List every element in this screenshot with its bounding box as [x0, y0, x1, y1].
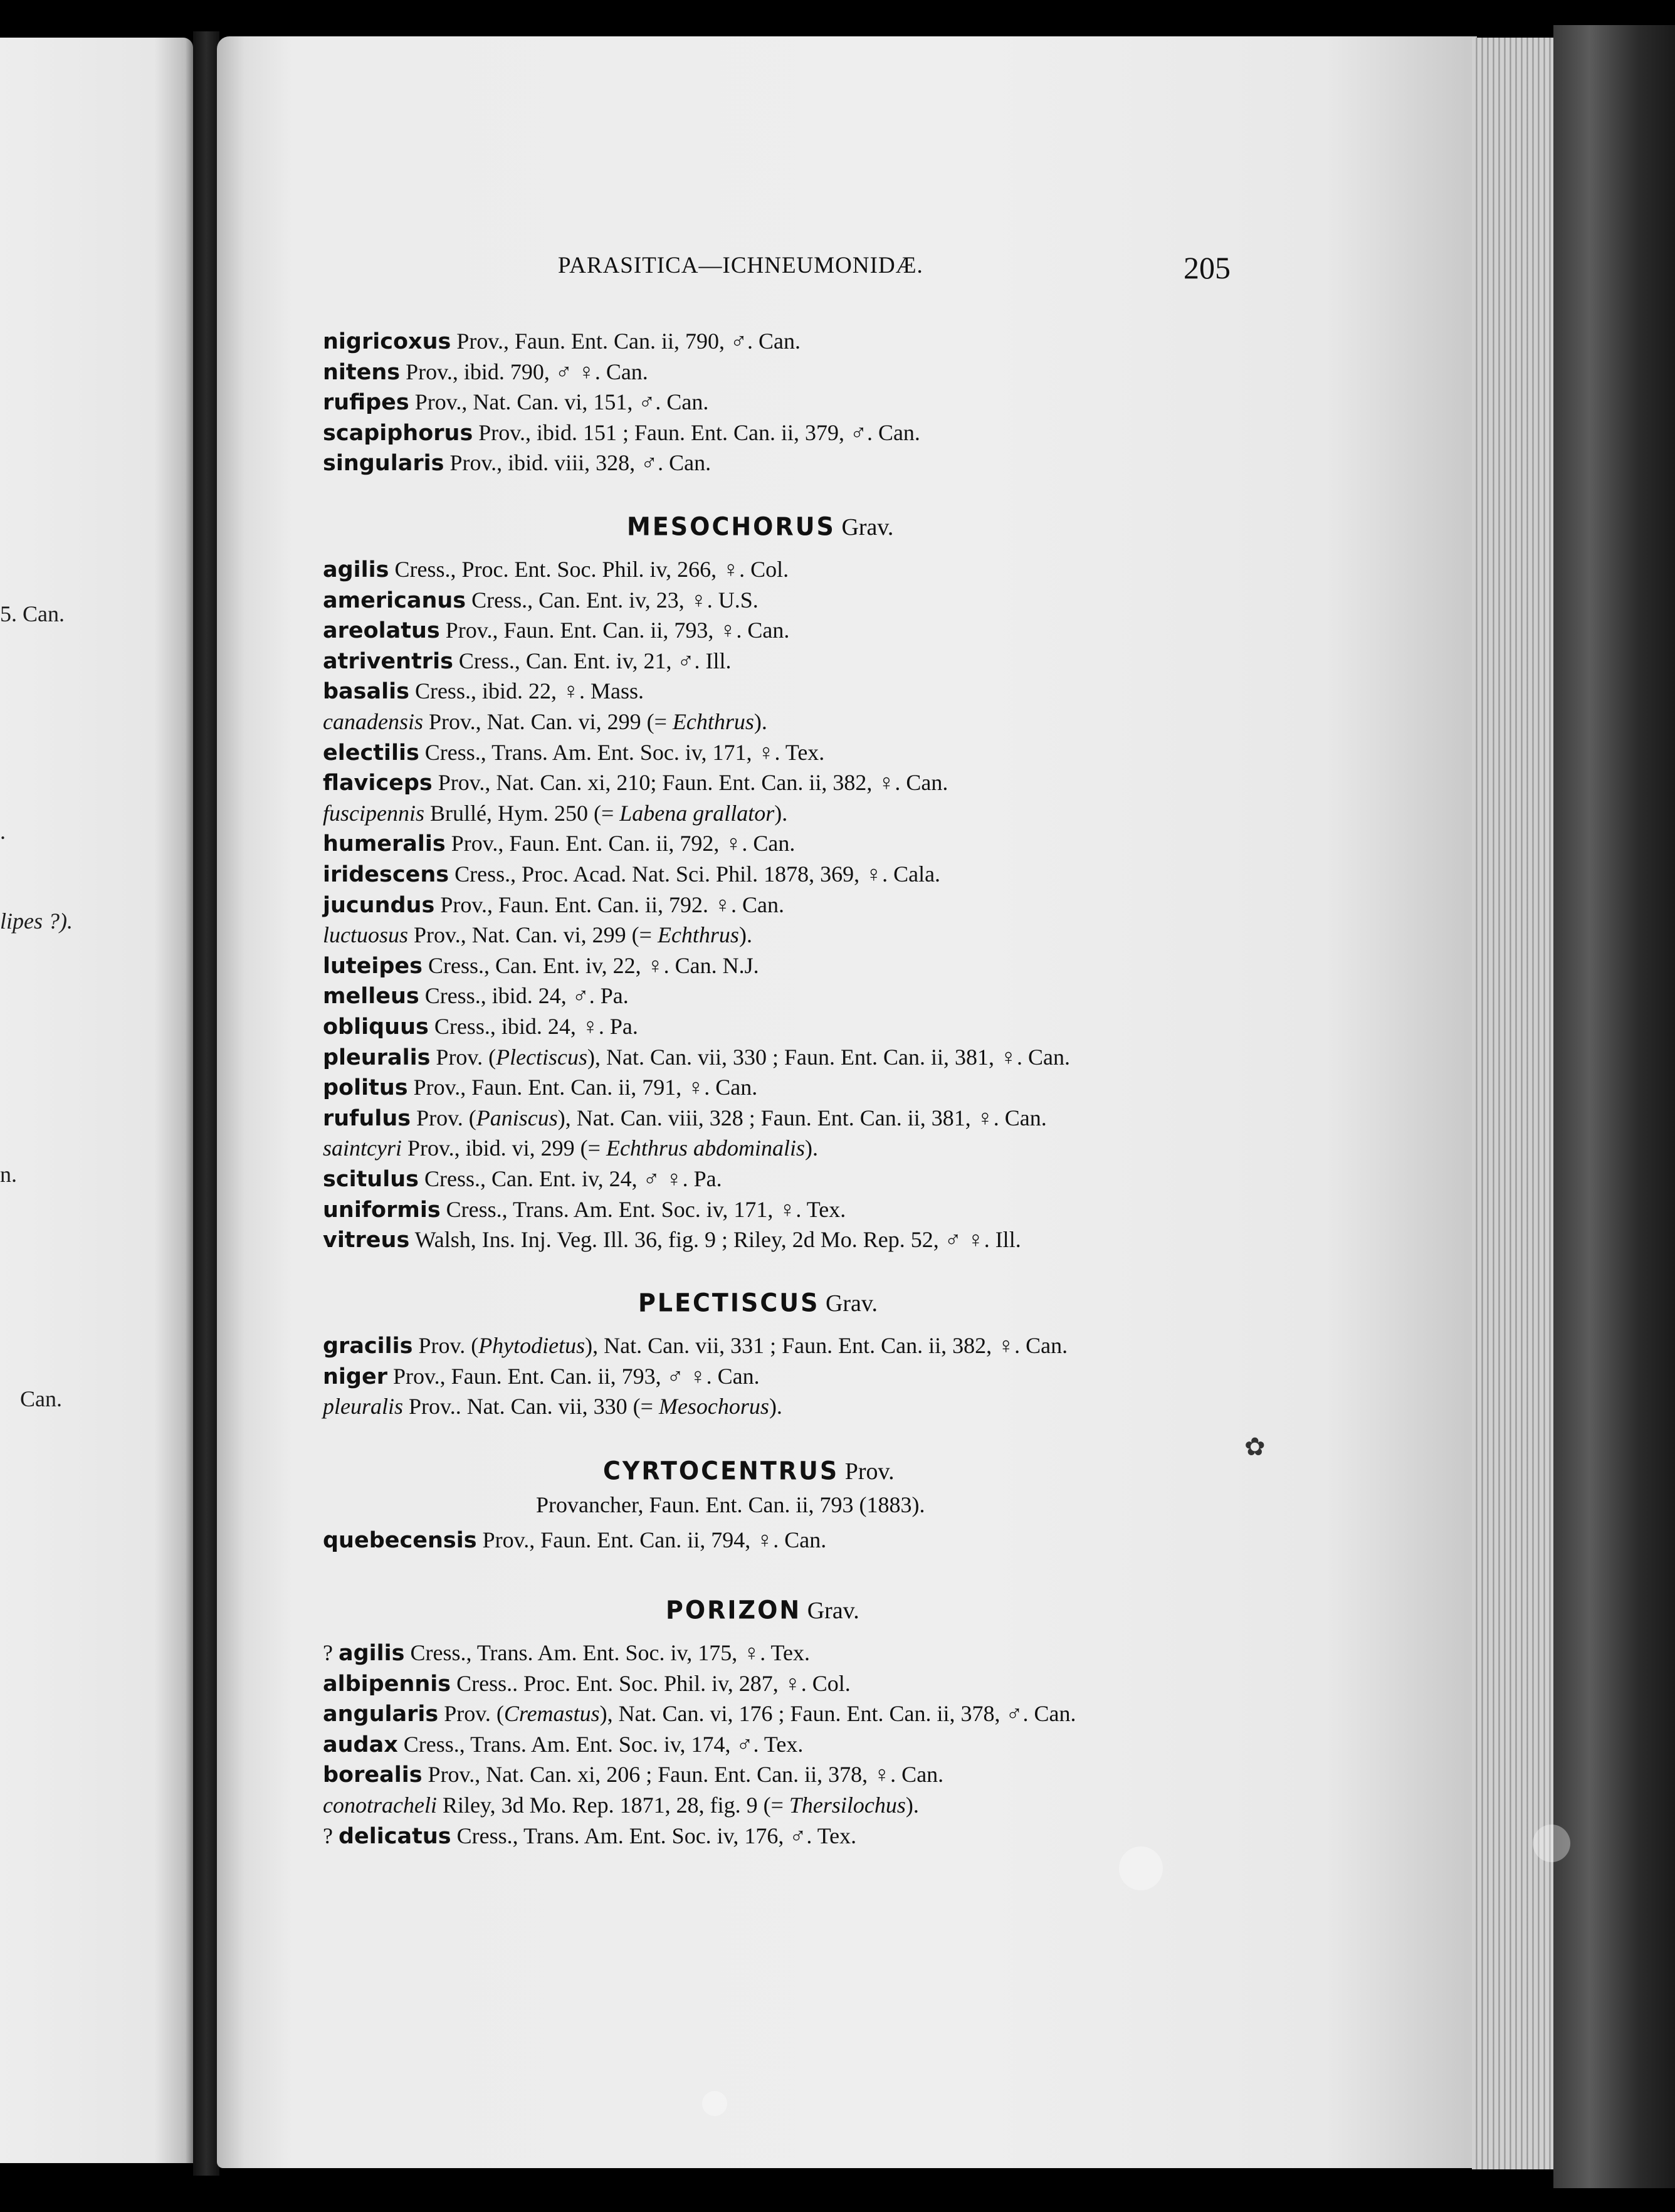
species-entry: [323, 647, 732, 675]
citation: Prov., ibid. vi, 299 (=: [401, 1135, 606, 1161]
species-entry: [323, 1226, 1021, 1254]
citation: Prov., Faun. Ent. Can. ii, 791, ♀. Can.: [407, 1075, 758, 1100]
synonym-name: pleuralis: [323, 1394, 404, 1419]
species-name: nitens: [323, 359, 401, 385]
referenced-taxon: Echthrus: [672, 709, 754, 734]
light-spot: [702, 2091, 727, 2116]
species-entry: [323, 1043, 1070, 1072]
species-name: americanus: [323, 587, 466, 613]
citation: Cress., Trans. Am. Ent. Soc. iv, 174, ♂. Tex.: [397, 1731, 804, 1757]
species-entry: [323, 388, 708, 416]
left-page-fragment: 5. Can.: [0, 601, 65, 626]
citation-tail: ).: [804, 1135, 818, 1161]
citation: Cress., Proc. Acad. Nat. Sci. Phil. 1878, 369, ♀. Cala.: [449, 861, 941, 887]
citation: Prov., Nat. Can. xi, 210; Faun. Ent. Can. ii, 382, ♀. Can.: [432, 770, 948, 796]
species-name: melleus: [323, 984, 419, 1009]
citation-tail: ).: [905, 1793, 919, 1818]
citation: Prov., Faun. Ent. Can. ii, 790, ♂. Can.: [451, 329, 801, 354]
left-facing-page: [0, 38, 193, 2163]
citation: Prov. (: [411, 1105, 476, 1130]
citation: Prov., Nat. Can. vi, 299 (=: [408, 922, 658, 948]
citation-tail: ), Nat. Can. vi, 176 ; Faun. Ent. Can. ii, 378, ♂. Can.: [599, 1701, 1076, 1727]
species-entry: [323, 982, 629, 1010]
species-entry: [323, 1013, 638, 1041]
species-name: politus: [323, 1075, 408, 1101]
species-name: iridescens: [323, 862, 449, 887]
citation: Prov. (: [430, 1044, 496, 1070]
species-entry: [323, 952, 759, 980]
species-name: jucundus: [323, 892, 435, 918]
species-entry: [323, 419, 920, 447]
referenced-taxon: Plectiscus: [496, 1044, 588, 1070]
species-entry: [323, 799, 787, 827]
species-entry: [323, 556, 789, 584]
book-cover: [1553, 25, 1675, 2188]
citation-tail: ).: [769, 1394, 782, 1419]
referenced-taxon: Echthrus abdominalis: [606, 1135, 805, 1161]
citation: Prov., Faun. Ent. Can. ii, 792. ♀. Can.: [434, 892, 784, 917]
citation: Prov., Faun. Ent. Can. ii, 793, ♀. Can.: [439, 618, 790, 643]
species-entry: [323, 1393, 782, 1420]
species-entry: [323, 1700, 1076, 1728]
citation: Prov., ibid. viii, 328, ♂. Can.: [444, 450, 711, 476]
species-name: agilis: [338, 1641, 405, 1666]
genus-heading: [627, 513, 893, 541]
query-mark: ?: [323, 1640, 339, 1665]
species-entry: [323, 358, 648, 386]
species-entry: [323, 1670, 851, 1698]
query-mark: ?: [323, 1823, 339, 1848]
species-entry: [323, 1362, 760, 1391]
citation: Walsh, Ins. Inj. Veg. Ill. 36, fig. 9 ; Riley, 2d Mo. Rep. 52, ♂ ♀. Ill.: [409, 1227, 1021, 1253]
left-page-fragment: Can.: [20, 1386, 62, 1411]
species-entry: [323, 1134, 818, 1162]
species-entry: [323, 449, 711, 477]
genus-name: MESOCHORUS: [627, 512, 836, 542]
citation: Prov., Nat. Can. vi, 299 (=: [423, 709, 673, 734]
citation-tail: ), Nat. Can. vii, 330 ; Faun. Ent. Can. ii, 381, ♀. Can.: [587, 1044, 1070, 1070]
species-name: delicatus: [338, 1823, 451, 1849]
citation: Cress., ibid. 22, ♀. Mass.: [409, 678, 644, 704]
referenced-taxon: Cremastus: [503, 1701, 600, 1727]
species-name: audax: [323, 1732, 398, 1757]
species-name: electilis: [323, 740, 419, 766]
citation: Cress., Trans. Am. Ent. Soc. iv, 171, ♀. Tex.: [419, 739, 825, 765]
citation: Brullé, Hym. 250 (=: [424, 800, 620, 826]
species-name: albipennis: [323, 1671, 451, 1697]
synonym-name: luctuosus: [323, 922, 409, 948]
species-entry: [323, 1526, 826, 1554]
citation: Prov., Faun. Ent. Can. ii, 793, ♂ ♀. Can.: [387, 1363, 760, 1389]
species-entry: [323, 1196, 846, 1224]
citation: Prov., Faun. Ent. Can. ii, 794, ♀. Can.: [476, 1527, 827, 1552]
citation: Prov., ibid. 790, ♂ ♀. Can.: [400, 359, 648, 384]
citation: Prov., Faun. Ent. Can. ii, 792, ♀. Can.: [445, 831, 795, 856]
citation: Cress., Can. Ent. iv, 24, ♂ ♀. Pa.: [418, 1166, 722, 1191]
referenced-taxon: Thersilochus: [789, 1793, 906, 1818]
species-entry: [323, 1730, 803, 1759]
citation: Cress., Trans. Am. Ent. Soc. iv, 171, ♀. Tex.: [440, 1196, 846, 1222]
species-name: vitreus: [323, 1228, 410, 1253]
species-name: areolatus: [323, 618, 440, 644]
referenced-taxon: Paniscus: [476, 1105, 558, 1130]
species-name: rufipes: [323, 390, 409, 416]
citation: Cress., Trans. Am. Ent. Soc. iv, 175, ♀. Tex.: [404, 1640, 811, 1665]
species-name: niger: [323, 1364, 387, 1389]
library-stamp-icon: ✿: [1244, 1433, 1266, 1462]
species-entry: [323, 1639, 810, 1667]
genus-heading: [666, 1596, 859, 1625]
citation: Prov., ibid. 151 ; Faun. Ent. Can. ii, 379, ♂. Can.: [473, 419, 920, 445]
species-name: borealis: [323, 1762, 423, 1788]
species-name: gracilis: [323, 1334, 413, 1359]
species-entry: [323, 616, 789, 645]
species-name: scitulus: [323, 1167, 419, 1192]
citation-tail: ).: [738, 922, 752, 948]
species-name: flaviceps: [323, 771, 433, 796]
genus-heading: [603, 1457, 895, 1485]
left-page-fragment: n.: [0, 1162, 17, 1187]
species-name: agilis: [323, 557, 389, 582]
referenced-taxon: Phytodietus: [478, 1333, 585, 1358]
synonym-name: fuscipennis: [323, 800, 424, 826]
citation: Prov. (: [412, 1333, 479, 1358]
citation: Prov.. Nat. Can. vii, 330 (=: [403, 1394, 659, 1419]
genus-name: PORIZON: [666, 1595, 802, 1625]
genus-name: PLECTISCUS: [638, 1288, 820, 1318]
left-page-fragment: lipes ?).: [0, 908, 73, 934]
light-spot: [1119, 1846, 1163, 1890]
species-name: singularis: [323, 451, 444, 477]
genus-name: CYRTOCENTRUS: [603, 1456, 839, 1486]
species-entry: [323, 860, 940, 888]
species-name: quebecensis: [323, 1528, 477, 1553]
citation-tail: ), Nat. Can. vii, 331 ; Faun. Ent. Can. ii, 382, ♀. Can.: [585, 1333, 1068, 1358]
species-entry: [323, 769, 948, 797]
book-gutter: [193, 31, 219, 2176]
citation: Cress., Proc. Ent. Soc. Phil. iv, 266, ♀. Col.: [389, 557, 789, 582]
citation: Cress., Trans. Am. Ent. Soc. iv, 176, ♂. Tex.: [451, 1823, 857, 1848]
species-entry: [323, 1332, 1068, 1360]
left-page-fragment: .: [0, 819, 6, 844]
citation: Prov., Nat. Can. vi, 151, ♂. Can.: [409, 389, 709, 415]
species-entry: [323, 327, 801, 356]
synonym-name: canadensis: [323, 709, 423, 734]
citation: Cress., Can. Ent. iv, 22, ♀. Can. N.J.: [423, 952, 759, 978]
genus-heading: [638, 1289, 878, 1317]
citation: Cress., ibid. 24, ♀. Pa.: [428, 1014, 638, 1039]
citation: Cress., ibid. 24, ♂. Pa.: [419, 983, 629, 1009]
genus-author: Prov.: [839, 1458, 895, 1485]
species-entry: [323, 891, 784, 919]
species-name: uniformis: [323, 1197, 441, 1223]
species-name: rufulus: [323, 1105, 411, 1131]
citation-tail: ).: [774, 800, 788, 826]
species-entry: [323, 1761, 943, 1789]
running-title: PARASITICA—ICHNEUMONIDÆ.: [558, 253, 923, 278]
citation-tail: ), Nat. Can. viii, 328 ; Faun. Ent. Can. ii, 381, ♀. Can.: [557, 1105, 1047, 1130]
citation: Cress.. Proc. Ent. Soc. Phil. iv, 287, ♀. Col.: [451, 1670, 851, 1696]
species-entry: [323, 1791, 919, 1819]
synonym-name: conotracheli: [323, 1793, 437, 1818]
species-entry: [323, 1822, 856, 1850]
species-name: scapiphorus: [323, 420, 473, 446]
species-entry: [323, 1165, 722, 1193]
referenced-taxon: Labena grallator: [619, 800, 775, 826]
referenced-taxon: Echthrus: [657, 922, 739, 948]
species-name: nigricoxus: [323, 329, 451, 354]
referenced-taxon: Mesochorus: [658, 1394, 769, 1419]
synonym-name: saintcyri: [323, 1135, 402, 1161]
citation: Prov., Nat. Can. xi, 206 ; Faun. Ent. Can. ii, 378, ♀. Can.: [422, 1762, 944, 1788]
genus-author: Grav.: [819, 1290, 878, 1317]
citation: Cress., Can. Ent. iv, 23, ♀. U.S.: [466, 587, 759, 613]
genus-author: Grav.: [835, 514, 894, 540]
species-name: humeralis: [323, 831, 446, 857]
citation: Riley, 3d Mo. Rep. 1871, 28, fig. 9 (=: [436, 1793, 789, 1818]
page-number: 205: [1184, 250, 1231, 285]
species-name: pleuralis: [323, 1045, 431, 1070]
species-entry: [323, 586, 759, 614]
species-entry: [323, 1104, 1047, 1132]
species-entry: [323, 1073, 757, 1102]
species-name: luteipes: [323, 953, 423, 979]
citation: Cress., Can. Ent. iv, 21, ♂. Ill.: [453, 648, 732, 673]
species-entry: [323, 708, 767, 735]
genus-note: Provancher, Faun. Ent. Can. ii, 793 (1883).: [536, 1492, 925, 1517]
species-name: atriventris: [323, 648, 453, 674]
species-entry: [323, 830, 795, 858]
genus-author: Grav.: [801, 1598, 859, 1624]
species-entry: [323, 921, 752, 949]
citation: Prov. (: [438, 1701, 504, 1727]
species-entry: [323, 739, 824, 767]
species-entry: [323, 677, 644, 705]
species-name: basalis: [323, 679, 409, 705]
citation-tail: ).: [753, 709, 767, 734]
species-name: angularis: [323, 1702, 439, 1727]
species-name: obliquus: [323, 1014, 429, 1040]
light-spot: [1533, 1825, 1570, 1862]
